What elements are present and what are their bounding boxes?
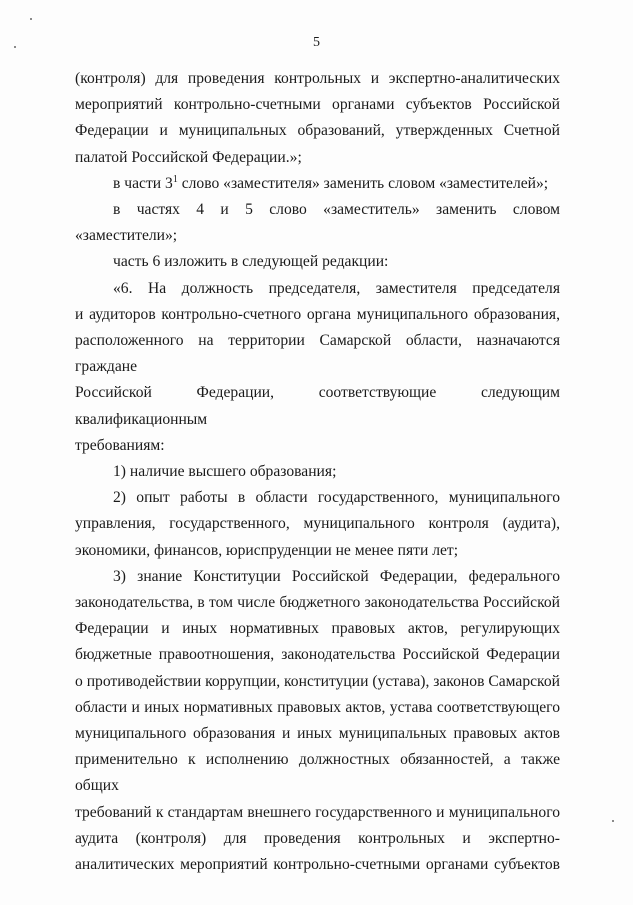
body-line: муниципального образования и иных муниципальных правовых актов — [75, 725, 560, 743]
body-line: экономики, финансов, юриспруденции не менее пяти лет; — [75, 541, 459, 559]
list-item: 2) опыт работы в области государственного, муниципального — [113, 489, 560, 507]
body-line: области и иных нормативных правовых актов, устава соответствующего — [75, 698, 560, 716]
body-line: законодательства, в том числе бюджетного законодательства Российской — [75, 594, 560, 612]
body-line: (контроля) для проведения контрольных и экспертно-аналитических — [75, 70, 560, 87]
amendment-line: в частях 4 и 5 слово «заместитель» заменить словом «заместители»; — [75, 201, 560, 245]
body-line: Федерации и муниципальных образований, утвержденных Счетной — [75, 122, 560, 140]
body-line: аналитических мероприятий контрольно-счетными органами субъектов — [75, 856, 560, 874]
body-line: применительно к исполнению должностных обязанностей, а также общих — [75, 751, 560, 795]
body-line: управления, государственного, муниципального контроля (аудита), — [75, 515, 560, 533]
amendment-text-pre: в части 3 — [113, 174, 173, 192]
body-line: Российской Федерации, соответствующие следующим квалификационным — [75, 384, 560, 428]
body-line: и аудиторов контрольно-счетного органа муниципального образования, — [75, 305, 560, 323]
list-item: 1) наличие высшего образования; — [113, 463, 337, 481]
body-line: палатой Российской Федерации.»; — [75, 148, 302, 166]
scan-speck — [612, 820, 614, 822]
scan-speck — [30, 18, 32, 20]
body-line: «6. На должность председателя, заместителя председателя — [113, 279, 560, 297]
document-body — [75, 66, 560, 878]
amendment-text-post: слово «заместителя» заменить словом «заместителей»; — [177, 174, 549, 192]
body-line: мероприятий контрольно-счетными органами субъектов Российской — [75, 96, 560, 114]
list-item: 3) знание Конституции Российской Федерации, федерального — [113, 567, 560, 585]
body-line: Федерации и иных нормативных правовых актов, регулирующих — [75, 620, 560, 638]
body-line: расположенного на территории Самарской области, назначаются граждане — [75, 332, 560, 376]
amendment-line — [75, 171, 560, 197]
body-line: о противодействии коррупции, конституции (устава), законов Самарской — [75, 672, 560, 690]
scan-speck — [14, 46, 16, 48]
body-line: бюджетные правоотношения, законодательства Российской Федерации — [75, 646, 560, 664]
amendment-line: часть 6 изложить в следующей редакции: — [113, 253, 389, 271]
body-line: аудита (контроля) для проведения контрольных и экспертно- — [75, 829, 560, 847]
superscript: 1 — [172, 173, 178, 185]
body-line: требований к стандартам внешнего государственного и муниципального — [75, 803, 560, 821]
page-number: 5 — [313, 35, 320, 50]
body-line: требованиям: — [75, 436, 165, 454]
